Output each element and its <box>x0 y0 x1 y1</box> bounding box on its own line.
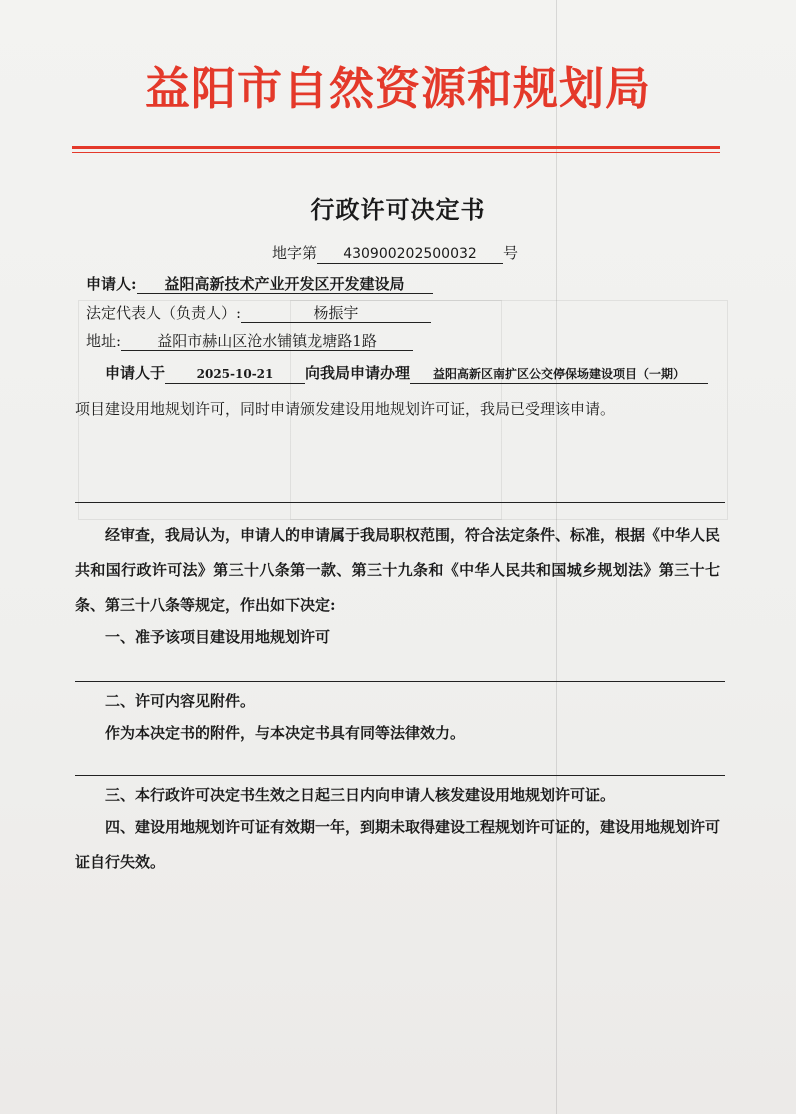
applied-mid: 向我局申请办理 <box>305 364 411 382</box>
address-label: 地址: <box>86 332 122 350</box>
applicant-value: 益阳高新技术产业开发区开发建设局 <box>137 275 433 294</box>
document-number-row <box>272 242 518 264</box>
project-name: 益阳高新区南扩区公交停保场建设项目（一期） <box>410 365 708 384</box>
legal-rep-row <box>86 302 431 323</box>
attachment-note: 作为本决定书的附件，与本决定书具有同等法律效力。 <box>105 724 466 742</box>
doc-no-suffix: 号 <box>503 244 519 262</box>
decision-1: 一、准予该项目建设用地规划许可 <box>105 628 331 646</box>
legal-rep-label: 法定代表人（负责人）: <box>86 304 242 322</box>
applicant-row <box>86 273 433 294</box>
agency-header: 益阳市自然资源和规划局 <box>144 62 651 115</box>
header-red-rule <box>72 146 720 149</box>
doc-no-value: 430900202500032 <box>317 245 503 264</box>
review-paragraph: 经审查，我局认为，申请人的申请属于我局职权范围，符合法定条件、标准，根据《中华人民共和国行政许可法》第三十八条第一款、第三十九条和《中华人民共和国城乡规划法》第三十七条、第三十八条等规定，作出如下决定: <box>75 526 721 614</box>
blank-line-3 <box>75 775 725 776</box>
decision-3: 三、本行政许可决定书生效之日起三日内向申请人核发建设用地规划许可证。 <box>105 786 616 804</box>
decision-2: 二、许可内容见附件。 <box>105 692 256 710</box>
blank-line-1 <box>75 502 725 503</box>
applied-date: 2025-10-21 <box>165 365 305 384</box>
address-row <box>86 330 413 351</box>
doc-no-prefix: 地字第 <box>272 244 318 262</box>
application-tail: 项目建设用地规划许可，同时申请颁发建设用地规划许可证，我局已受理该申请。 <box>75 400 616 418</box>
applicant-label: 申请人: <box>86 275 137 293</box>
legal-rep-value: 杨振宇 <box>241 304 431 323</box>
document-title: 行政许可决定书 <box>310 195 486 224</box>
application-row <box>105 362 708 384</box>
blank-line-2 <box>75 681 725 682</box>
header-red-rule-thin <box>72 152 720 153</box>
applied-prefix: 申请人于 <box>105 364 166 382</box>
decision-4: 四、建设用地规划许可证有效期一年，到期未取得建设工程规划许可证的，建设用地规划许可证自行失效。 <box>75 818 721 871</box>
address-value: 益阳市赫山区沧水铺镇龙塘路1路 <box>121 332 413 351</box>
